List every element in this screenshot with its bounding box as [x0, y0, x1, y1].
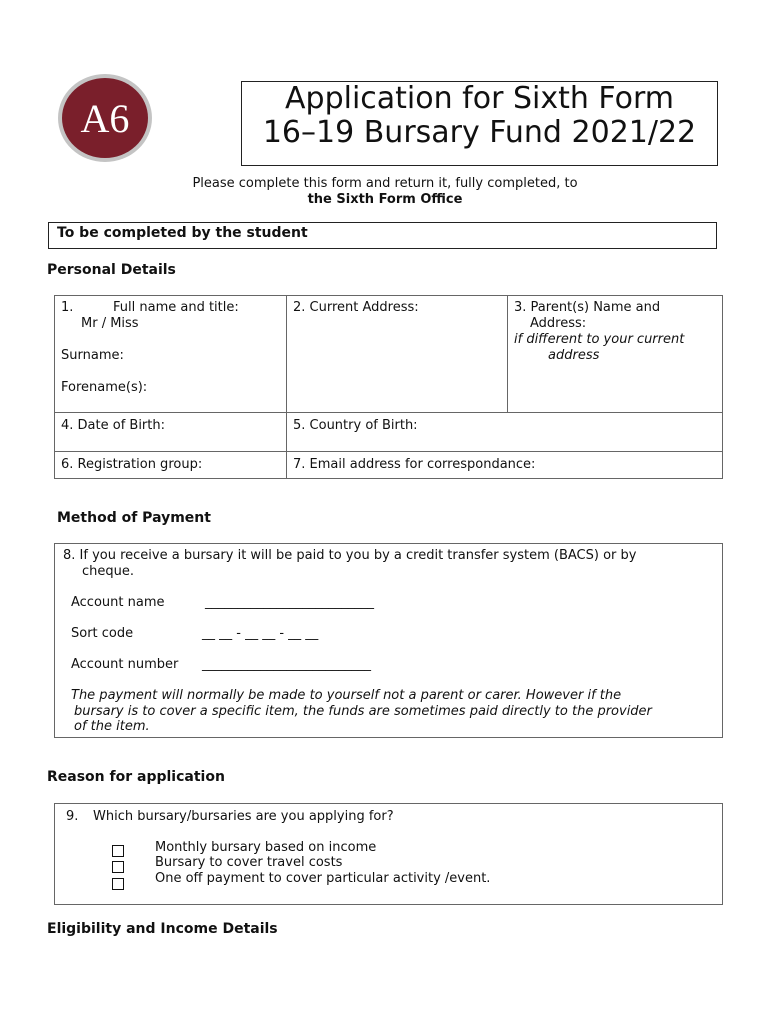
q4-label: 4. Date of Birth: [61, 418, 165, 433]
account-number-input[interactable]: __________________________ [202, 657, 371, 672]
sort-code-label: Sort code [71, 626, 134, 641]
surname-label: Surname: [61, 348, 124, 363]
logo-text: A6 [80, 96, 130, 141]
q5-label: 5. Country of Birth: [293, 418, 418, 433]
q3-label-line-1: 3. Parent(s) Name and [514, 300, 661, 315]
eligibility-heading: Eligibility and Income Details [47, 921, 278, 937]
q3-note-line-2: address [548, 348, 600, 363]
instructions [0, 176, 770, 208]
parent-address-field[interactable] [507, 295, 723, 413]
current-address-field[interactable] [286, 295, 508, 413]
full-name-field[interactable] [54, 295, 287, 413]
q3-label-line-2: Address: [530, 316, 587, 331]
q8-line-2: cheque. [82, 564, 135, 579]
date-of-birth-field[interactable] [54, 412, 287, 452]
payment-note-line-1: The payment will normally be made to yourself not a parent or carer. However if the [71, 688, 622, 703]
q9-number: 9. [66, 809, 79, 824]
account-name-input[interactable]: __________________________ [205, 595, 374, 610]
payment-heading: Method of Payment [57, 510, 211, 526]
q9-label: Which bursary/bursaries are you applying for? [93, 809, 394, 824]
payment-note-line-3: of the item. [74, 719, 150, 734]
q1-title-options: Mr / Miss [81, 316, 139, 331]
q8-line-1: 8. If you receive a bursary it will be paid to you by a credit transfer system (BACS) or by [63, 548, 637, 563]
instructions-line-2: the Sixth Form Office [307, 192, 463, 207]
account-name-label: Account name [71, 595, 165, 610]
q1-label: Full name and title: [113, 300, 239, 315]
checkbox-one-off-payment[interactable] [112, 878, 124, 890]
option-travel-costs: Bursary to cover travel costs [155, 855, 343, 870]
account-number-label: Account number [71, 657, 179, 672]
form-title [241, 81, 718, 166]
personal-details-heading: Personal Details [47, 262, 176, 278]
q1-number: 1. [61, 300, 74, 315]
reason-box [54, 803, 723, 905]
option-one-off-payment: One off payment to cover particular activity /event. [155, 871, 491, 886]
checkbox-travel-costs[interactable] [112, 861, 124, 873]
q2-label: 2. Current Address: [293, 300, 419, 315]
title-line-2: 16–19 Bursary Fund 2021/22 [262, 115, 697, 150]
q3-note-line-1: if different to your current [514, 332, 685, 347]
q7-label: 7. Email address for correspondance: [293, 457, 536, 472]
checkbox-monthly-bursary[interactable] [112, 845, 124, 857]
registration-group-field[interactable] [54, 451, 287, 479]
payment-note-line-2: bursary is to cover a specific item, the funds are sometimes paid directly to the provider [74, 704, 652, 719]
country-of-birth-field[interactable] [286, 412, 723, 452]
email-field[interactable] [286, 451, 723, 479]
payment-box [54, 543, 723, 738]
school-logo [56, 72, 154, 164]
title-line-1: Application for Sixth Form [285, 81, 674, 116]
option-monthly-bursary: Monthly bursary based on income [155, 840, 377, 855]
sort-code-input[interactable]: __ __ - __ __ - __ __ [202, 626, 319, 641]
instructions-line-1: Please complete this form and return it, fully completed, to [192, 176, 578, 191]
reason-heading: Reason for application [47, 769, 225, 785]
q6-label: 6. Registration group: [61, 457, 203, 472]
student-section-bar: To be completed by the student [48, 222, 717, 249]
forenames-label: Forename(s): [61, 380, 148, 395]
